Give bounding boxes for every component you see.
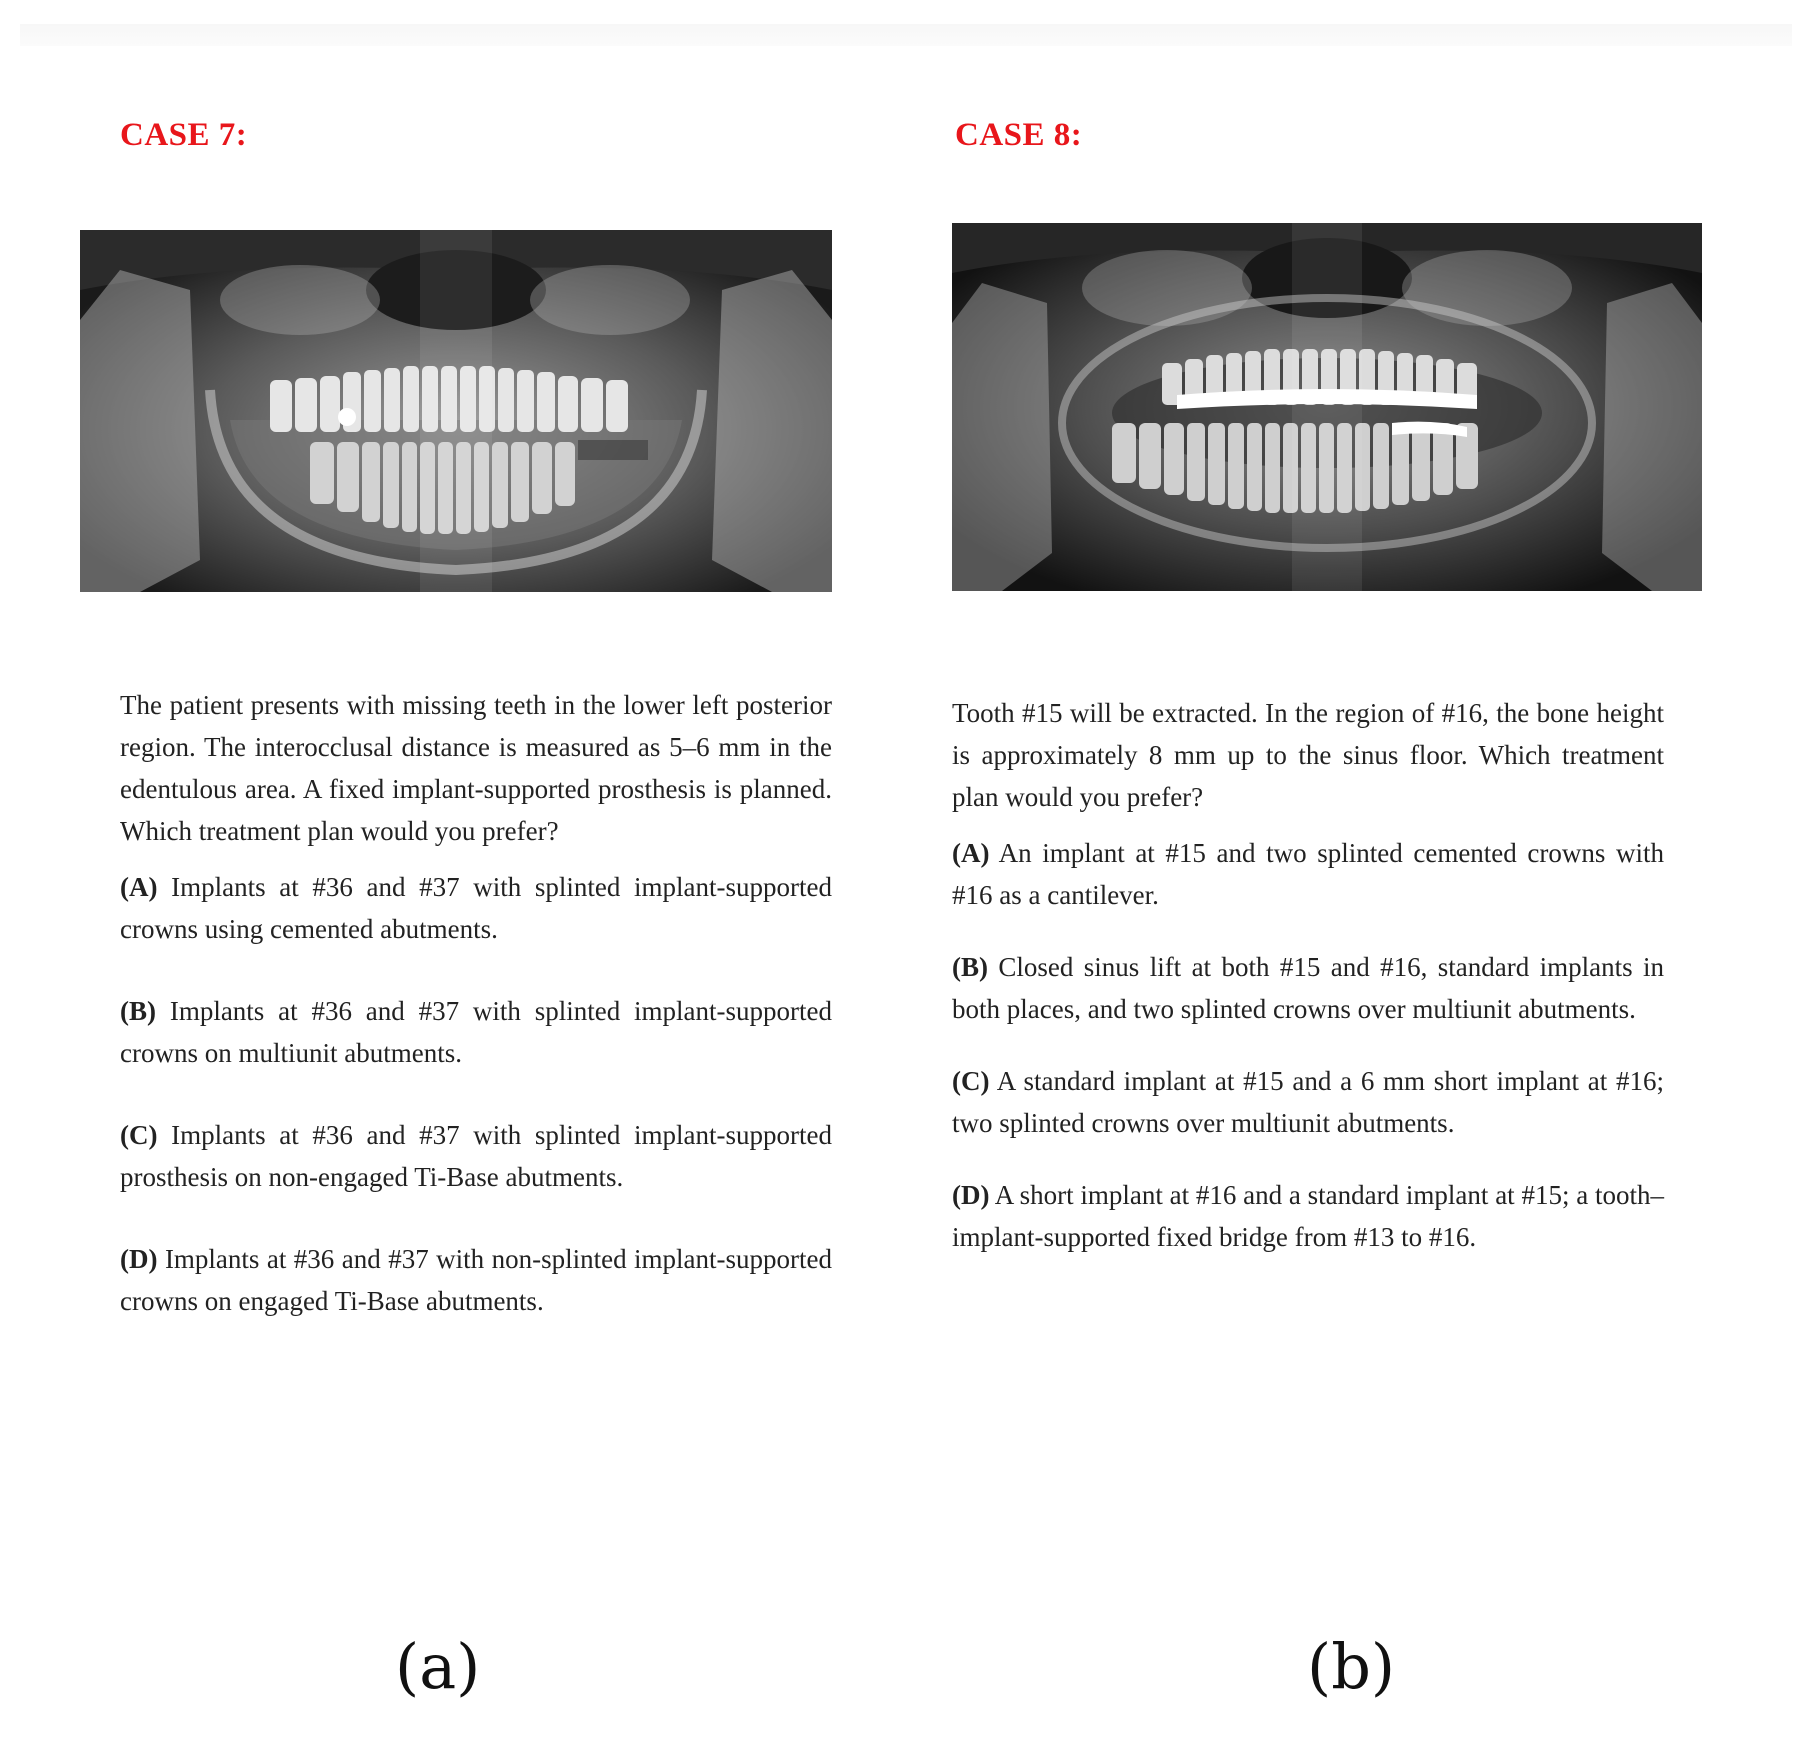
option-letter: (C) — [952, 1066, 990, 1096]
case-title: CASE 7: — [120, 117, 248, 153]
option-b — [952, 946, 1664, 1030]
case-7-text — [120, 684, 832, 1362]
option-letter: (B) — [120, 996, 156, 1026]
option-c — [120, 1114, 832, 1198]
option-letter: (D) — [952, 1180, 990, 1210]
case-title: CASE 8: — [955, 117, 1083, 153]
panel-label: (a) — [395, 1630, 481, 1703]
option-a — [952, 832, 1664, 916]
option-text: Implants at #36 and #37 with splinted implant-supported prosthesis on non-engaged Ti-Base abutments. — [120, 1120, 832, 1192]
option-text: Implants at #36 and #37 with splinted implant-supported crowns using cemented abutments. — [120, 872, 832, 944]
question-text: Tooth #15 will be extracted. In the region of #16, the bone height is approximately 8 mm up to the sinus floor. Which treatment plan would you prefer? — [952, 698, 1664, 812]
option-letter: (B) — [952, 952, 988, 982]
case-8-panel — [905, 0, 1810, 1744]
option-a — [120, 866, 832, 950]
option-letter: (C) — [120, 1120, 158, 1150]
option-d — [120, 1238, 832, 1322]
option-text: A short implant at #16 and a standard implant at #15; a tooth–implant-supported fixed bridge from #13 to #16. — [952, 1180, 1664, 1252]
case-8-text — [952, 692, 1664, 1288]
option-letter: (A) — [952, 838, 990, 868]
option-text: Closed sinus lift at both #15 and #16, standard implants in both places, and two splinted crowns over multiunit abutments. — [952, 952, 1664, 1024]
option-text: An implant at #15 and two splinted cemented crowns with #16 as a cantilever. — [952, 838, 1664, 910]
option-text: A standard implant at #15 and a 6 mm short implant at #16; two splinted crowns over multiunit abutments. — [952, 1066, 1664, 1138]
option-d — [952, 1174, 1664, 1258]
panoramic-xray-image — [952, 223, 1702, 591]
option-letter: (D) — [120, 1244, 158, 1274]
panel-label: (b) — [1307, 1630, 1396, 1703]
option-c — [952, 1060, 1664, 1144]
option-text: Implants at #36 and #37 with non-splinted implant-supported crowns on engaged Ti-Base abutments. — [120, 1244, 832, 1316]
option-b — [120, 990, 832, 1074]
option-text: Implants at #36 and #37 with splinted implant-supported crowns on multiunit abutments. — [120, 996, 833, 1068]
option-letter: (A) — [120, 872, 158, 902]
panoramic-xray-image — [80, 230, 832, 592]
question-text: The patient presents with missing teeth in the lower left posterior region. The interocclusal distance is measured as 5–6 mm in the edentulous area. A fixed implant-supported prosthesis is planned. Which treatment plan would you prefer? — [120, 690, 832, 846]
